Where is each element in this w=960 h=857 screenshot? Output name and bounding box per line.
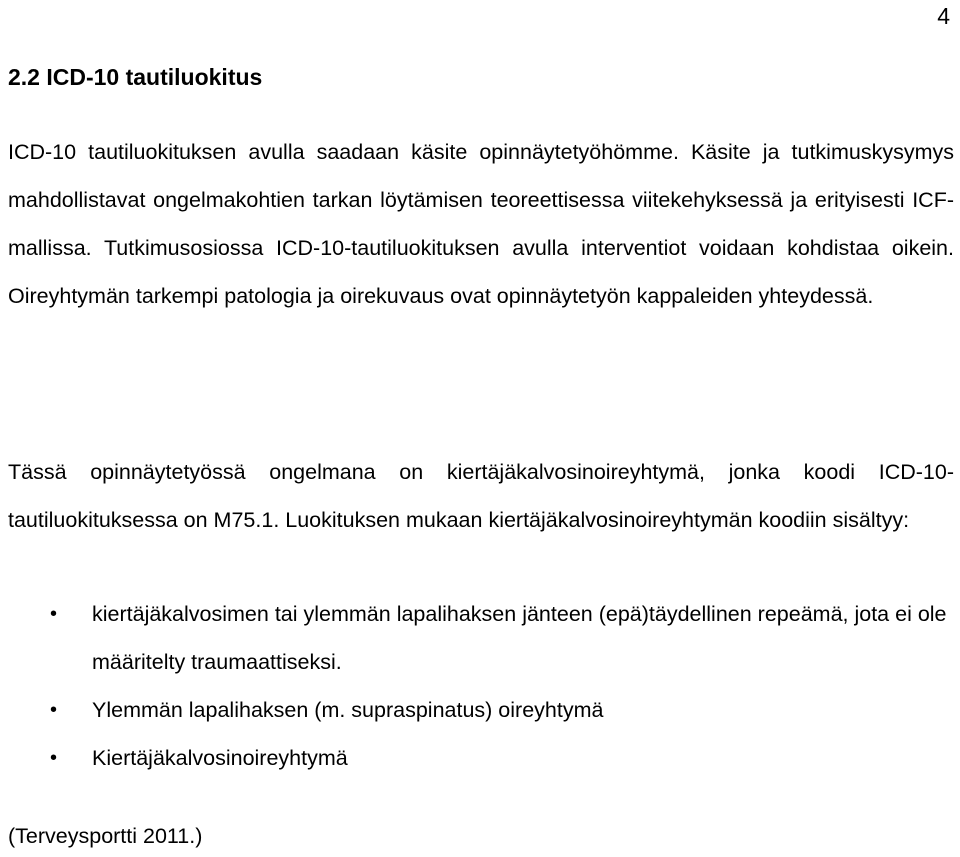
list-item-text: Ylemmän lapalihaksen (m. supraspinatus) oireyhtymä xyxy=(92,698,604,722)
paragraph-intro: ICD-10 tautiluokituksen avulla saadaan käsite opinnäytetyöhömme. Käsite ja tutkimuskysymys mahdollistavat ongelmakohtien tarkan löytämisen teoreettisessa viitekehyksessä ja erityisesti ICF-mallissa. Tutkimusosiossa ICD-10-tautiluokituksen avulla interventiot voidaan kohdistaa oikein. Oireyhtymän tarkempi patologia ja oirekuvaus ovat opinnäytetyön kappaleiden yhteydessä. xyxy=(8,140,954,308)
bullet-dot-icon: • xyxy=(50,603,58,625)
section-heading: 2.2 ICD-10 tautiluokitus xyxy=(8,64,263,90)
bullet-dot-icon: • xyxy=(50,747,58,769)
source-citation: (Terveysportti 2011.) xyxy=(8,824,203,848)
paragraph-problem: Tässä opinnäytetyössä ongelmana on kiertäjäkalvosinoireyhtymä, jonka koodi ICD-10-tautiluokituksessa on M75.1. Luokituksen mukaan kiertäjäkalvosinoireyhtymän koodiin sisältyy: xyxy=(8,460,954,532)
page-number: 4 xyxy=(937,3,950,29)
bullet-list xyxy=(0,590,960,782)
list-item xyxy=(0,686,960,734)
list-item xyxy=(0,734,960,782)
bullet-dot-icon: • xyxy=(50,699,58,721)
list-item-text: Kiertäjäkalvosinoireyhtymä xyxy=(92,746,348,770)
list-item-text: kiertäjäkalvosimen tai ylemmän lapalihaksen jänteen (epä)täydellinen repeämä, jota ei ole määritelty traumaattiseksi. xyxy=(92,602,947,674)
list-item xyxy=(0,590,960,686)
